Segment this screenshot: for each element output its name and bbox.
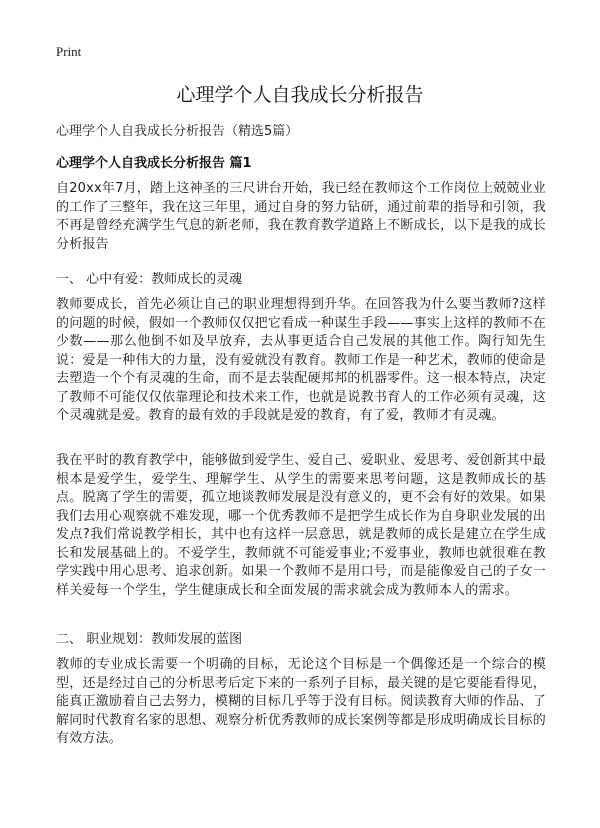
subheading-love: 一、 心中有爱：教师成长的灵魂 xyxy=(56,272,243,287)
paragraph-students: 我在平时的教育教学中，能够做到爱学生、爱自己、爱职业、爱思考、爱创新其中最根本是爱学生，爱学生、理解学生、从学生的需要来思考问题，这是教师成长的基点。脱离了学生的需要，孤立地谈教师发展是没有意义的，更不会有好的效果。如果我们去用心观察就不难发现，哪一个优秀教师不是把学生成长作为自身职业发展的出发点?我们常说教学相长，其中也有这样一层意思，就是教师的成长是建立在学生成长和发展基础上的。不爱学生，教师就不可能爱事业;不爱事业，教师也就很难在教学实践中用心思考、追求创新。如果一个教师不是用口号，而是能像爱自己的子女一样关爱每一个学生，学生健康成长和全面发展的需求就会成为教师本人的需求。 xyxy=(56,453,546,598)
section-heading: 心理学个人自我成长分析报告 篇1 xyxy=(56,156,252,171)
page-title: 心理学个人自我成长分析报告 xyxy=(176,84,424,106)
paragraph-intro: 自20xx年7月，踏上这神圣的三尺讲台开始，我已经在教师这个工作岗位上兢兢业业的工作了三整年，我在这三年里，通过自身的努力钻研，通过前辈的指导和引领，我不再是曾经充满学生气息的新老师，我在教育教学道路上不断成长，以下是我的成长分析报告 xyxy=(56,181,547,252)
paragraph-love: 教师要成长，首先必须让自己的职业理想得到升华。在回答我为什么要当教师?这样的问题的时候，假如一个教师仅仅把它看成一种谋生手段——事实上这样的教师不在少数——那么他倒不如及早放弃，去从事更适合自己发展的其他工作。陶行知先生说：爱是一种伟大的力量，没有爱就没有教育。教师工作是一种艺术，教师的使命是去塑造一个个有灵魂的生命，而不是去装配硬邦邦的机器零件。这一根本特点，决定了教师不可能仅仅依靠理论和技术来工作，也就是说教书育人的工作必须有灵魂，这个灵魂就是爱。教育的最有效的手段就是爱的教育，有了爱，教师才有灵魂。 xyxy=(56,297,546,423)
document-subtitle: 心理学个人自我成长分析报告（精选5篇） xyxy=(56,124,299,139)
subheading-career: 二、 职业规划：教师发展的蓝图 xyxy=(56,632,243,647)
print-link[interactable]: Print xyxy=(56,44,82,59)
paragraph-career: 教师的专业成长需要一个明确的目标，无论这个目标是一个偶像还是一个综合的模型，还是经过自己的分析思考后定下来的一系列子目标，最关键的是它要能看得见，能真正激励着自己去努力，模糊的目标几乎等于没有目标。阅读教育大师的作品、了解同时代教育名家的思想、观察分析优秀教师的成长案例等都是形成明确成长目标的有效方法。 xyxy=(56,657,546,746)
